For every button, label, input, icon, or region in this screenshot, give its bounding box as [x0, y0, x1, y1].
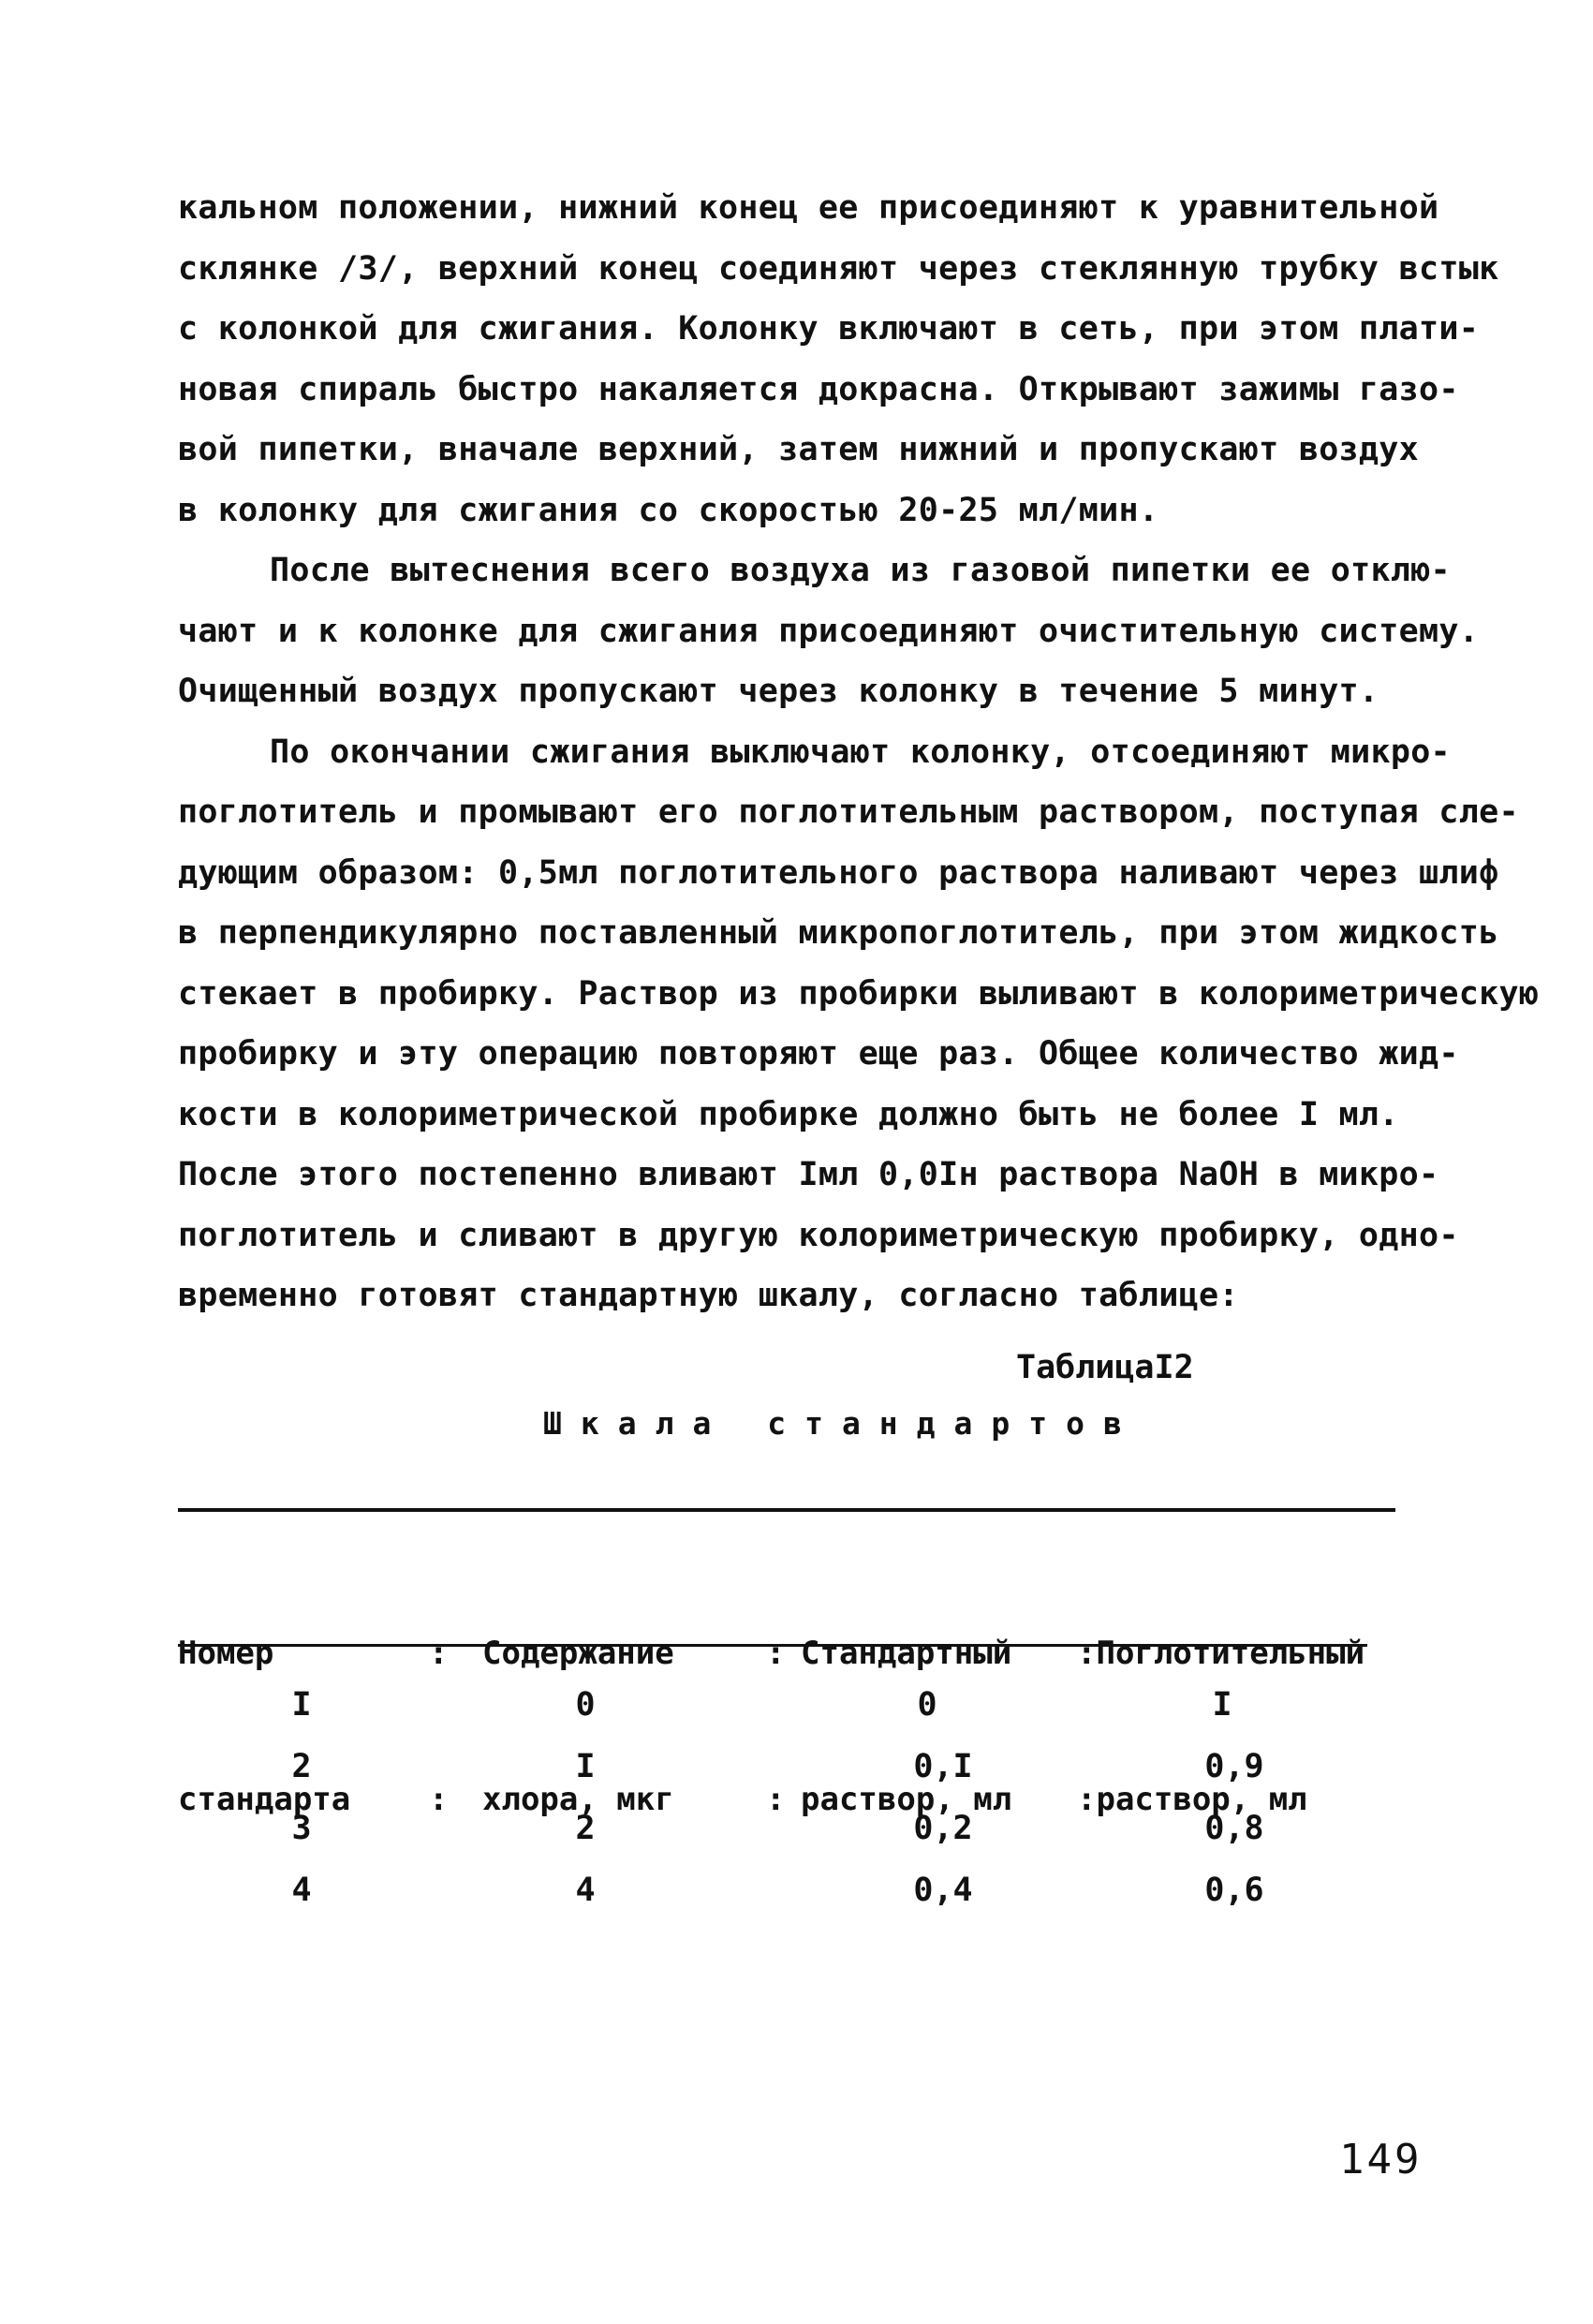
text-line: Очищенный воздух пропускают через колонку в течение 5 минут. [178, 673, 1379, 710]
text-line: вой пипетки, вначале верхний, затем нижний и пропускают воздух [178, 431, 1420, 468]
table-cell: 0 [575, 1686, 596, 1724]
page-number: 149 [1339, 2136, 1423, 2183]
table-cell: 0,6 [1204, 1872, 1264, 1909]
table-cell: 0,9 [1204, 1748, 1264, 1785]
header-chlorine-content: Содержание хлора, мкг [482, 1635, 674, 1818]
table-cell: 4 [575, 1872, 596, 1909]
table-cell: 2 [575, 1810, 596, 1847]
table-cell: 0,2 [913, 1810, 973, 1847]
header-absorbing-solution: :Поглотительный :раствор, мл [1077, 1635, 1365, 1818]
header-separator: : : [766, 1635, 786, 1818]
text-line: поглотитель и сливают в другую колориметрическую пробирку, одно- [178, 1216, 1459, 1254]
text-line: кальном положении, нижний конец ее присоединяют к уравнительной [178, 189, 1439, 227]
table-cell: 3 [291, 1810, 312, 1847]
table-cell: I [575, 1748, 596, 1785]
table-title: Шкала стандартов [543, 1405, 1141, 1442]
table-cell: I [1212, 1686, 1232, 1724]
text-line: поглотитель и промывают его поглотительным раствором, поступая сле- [178, 793, 1519, 831]
text-line: в колонку для сжигания со скоростью 20-25 мл/мин. [178, 491, 1159, 529]
table-cell: I [291, 1686, 312, 1724]
header-standard-number: Номер стандарта [178, 1635, 351, 1818]
text-line: По окончании сжигания выключают колонку, отсоединяют микро- [270, 733, 1451, 771]
table-cell: 4 [291, 1872, 312, 1909]
text-line: дующим образом: 0,5мл поглотительного раствора наливают через шлиф [178, 853, 1499, 892]
text-line: кости в колориметрической пробирке должно быть не более I мл. [178, 1095, 1399, 1133]
text-line: склянке /3/, верхний конец соединяют через стеклянную трубку встык [178, 249, 1499, 288]
table-header-rule [178, 1644, 1367, 1647]
text-line: временно готовят стандартную шкалу, согласно таблице: [178, 1277, 1239, 1314]
text-line: чают и к колонке для сжигания присоединяют очистительную систему. [178, 612, 1480, 650]
text-line: в перпендикулярно поставленный микропоглотитель, при этом жидкость [178, 914, 1499, 952]
text-line: новая спираль быстро накаляется докрасна. Открывают зажимы газо- [178, 370, 1459, 408]
table-top-rule [178, 1508, 1395, 1512]
text-line: После вытеснения всего воздуха из газовой пипетки ее отклю- [270, 552, 1451, 589]
body-text [178, 178, 1540, 1326]
table-cell: 0,I [913, 1748, 973, 1785]
table-cell: 0,8 [1204, 1810, 1264, 1847]
table-cell: 0 [917, 1686, 937, 1724]
table-cell: 0,4 [913, 1872, 973, 1909]
text-line: с колонкой для сжигания. Колонку включают в сеть, при этом плати- [178, 310, 1480, 348]
text-line: После этого постепенно вливают Iмл 0,0Iн раствора NaOH в микро- [178, 1156, 1439, 1193]
header-standard-solution: Стандартный раствор, мл [801, 1635, 1012, 1818]
header-separator: : : [429, 1635, 449, 1818]
text-line: стекает в пробирку. Раствор из пробирки выливают в колориметрическую [178, 974, 1540, 1013]
table-caption: ТаблицаI2 [1016, 1349, 1194, 1386]
table-cell: 2 [291, 1748, 312, 1785]
text-line: пробирку и эту операцию повторяют еще раз. Общее количество жид- [178, 1035, 1459, 1073]
